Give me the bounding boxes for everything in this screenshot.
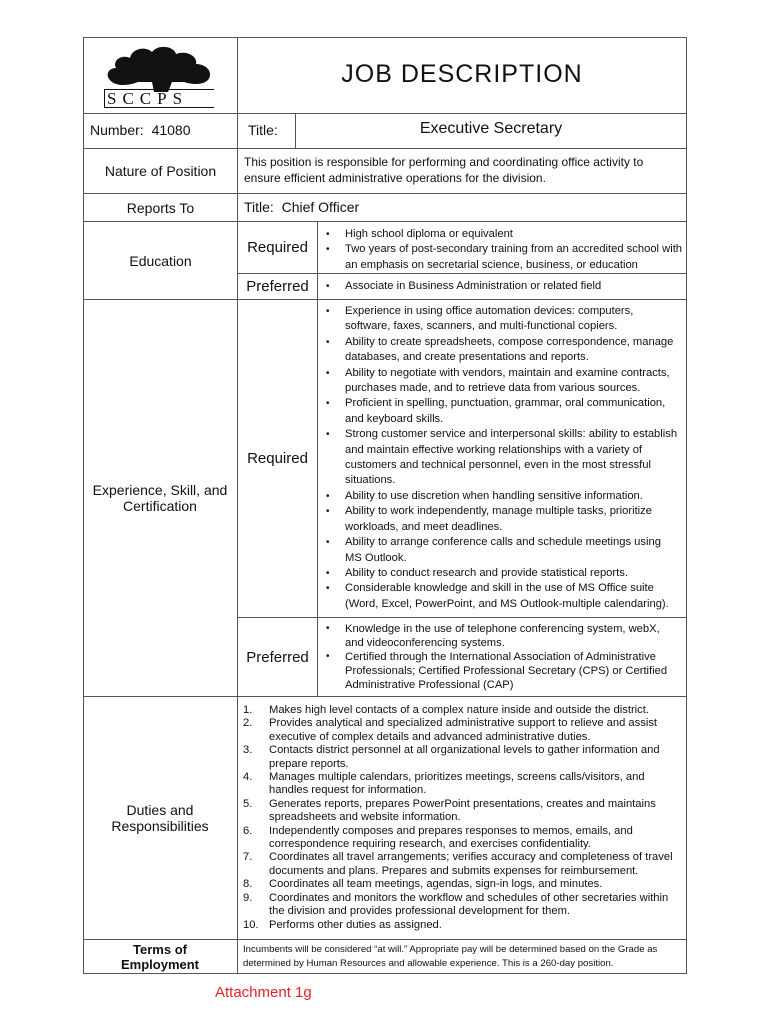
list-item: 9. Coordinates and monitors the workflow and schedules of other secretaries within the division and provides professional development for them. xyxy=(243,891,669,918)
list-item: • Two years of post-secondary training from an accredited school with an emphasis on secretarial science, business, or education xyxy=(345,242,684,273)
list-item: • Ability to work independently, manage multiple tasks, prioritize workloads, and meet deadlines. xyxy=(345,504,680,535)
education-preferred-list xyxy=(318,279,684,294)
nature-text: This position is responsible for performing and coordinating office activity to ensure efficient administrative operations for the division. xyxy=(244,155,644,185)
reports-text: Title: Chief Officer xyxy=(244,199,360,215)
education-preferred-label: Preferred xyxy=(246,278,309,295)
logo xyxy=(98,42,224,110)
education-required-list xyxy=(318,227,684,273)
list-item: 4. Manages multiple calendars, prioritizes meetings, screens calls/visitors, and handles request for information. xyxy=(243,771,645,797)
list-item: • Ability to use discretion when handling sensitive information. xyxy=(345,489,680,504)
nature-label: Nature of Position xyxy=(104,163,217,179)
list-item: 10. Performs other duties as assigned. xyxy=(243,918,442,931)
terms-text: Incumbents will be considered “at will.” Appropriate pay will be determined based on the Grade as determined by Human Resources and allowable experience. This is a 260-day position. xyxy=(243,944,658,969)
terms-label: Terms of Employment xyxy=(120,941,199,972)
logo-box xyxy=(104,89,214,108)
list-item: 7. Coordinates all travel arrangements; verifies accuracy and completeness of travel documents and plans. Prepares and submits expenses for reimbursement. xyxy=(243,851,673,877)
list-item: 5. Generates reports, prepares PowerPoint presentations, creates and maintains spreadsheets and website information. xyxy=(243,797,656,824)
list-item: 6. Independently composes and prepares responses to memos, emails, and correspondence requiring research, and exercises confidentiality. xyxy=(243,824,633,851)
experience-required-list xyxy=(318,304,680,612)
list-item: • Experience in using office automation devices: computers, software, faxes, scanners, and multi-functional copiers. xyxy=(345,304,680,335)
list-item: • Ability to arrange conference calls and schedule meetings using MS Outlook. xyxy=(345,535,680,566)
experience-preferred-list xyxy=(318,622,680,692)
tree-icon xyxy=(98,42,224,94)
list-item: • Strong customer service and interpersonal skills: ability to establish and maintain effective working relationships with a variety of customers and technical personnel, even in the most stressful situations. xyxy=(345,427,680,489)
number-value: 41080 xyxy=(151,122,191,138)
list-item: 2. Provides analytical and specialized administrative support to relieve and assist executive of complex details and advanced administrative duties. xyxy=(243,717,658,743)
title-value: Executive Secretary xyxy=(419,120,563,137)
list-item: • Associate in Business Administration or related field xyxy=(345,279,684,294)
list-item: • Knowledge in the use of telephone conferencing system, webX, and videoconferencing systems. xyxy=(345,622,680,650)
list-item: • High school diploma or equivalent xyxy=(345,227,684,242)
list-item: • Considerable knowledge and skill in the use of MS Office suite (Word, Excel, PowerPoint, and MS Outlook-multiple calendaring). xyxy=(345,581,680,612)
list-item: • Ability to negotiate with vendors, maintain and examine contracts, purchases made, and to retrieve data from various sources. xyxy=(345,366,680,397)
list-item: 8. Coordinates all team meetings, agendas, sign-in logs, and minutes. xyxy=(243,878,603,891)
list-item: 1. Makes high level contacts of a complex nature inside and outside the district. xyxy=(243,704,649,716)
experience-label: Experience, Skill, and Certification xyxy=(92,482,228,514)
experience-preferred-label: Preferred xyxy=(246,648,309,666)
experience-required-label: Required xyxy=(247,450,308,467)
title-label: Title: xyxy=(248,122,278,138)
number-field xyxy=(90,122,191,138)
list-item: 3. Contacts district personnel at all organizational levels to gather information and prepare reports. xyxy=(243,744,660,770)
logo-text: SCCPS xyxy=(107,89,189,108)
education-required-label: Required xyxy=(247,239,308,256)
duties-label: Duties and Responsibilities xyxy=(111,802,209,834)
list-item: • Proficient in spelling, punctuation, grammar, oral communication, and keyboard skills. xyxy=(345,396,680,427)
page-title: JOB DESCRIPTION xyxy=(341,60,583,88)
attachment-label: Attachment 1g xyxy=(215,984,312,1001)
reports-label: Reports To xyxy=(126,199,195,216)
number-label: Number: xyxy=(90,122,144,138)
list-item: • Ability to conduct research and provide statistical reports. xyxy=(345,566,680,581)
duties-list xyxy=(243,704,683,932)
list-item: • Ability to create spreadsheets, compose correspondence, manage databases, and create presentations and reports. xyxy=(345,335,680,366)
education-label: Education xyxy=(129,252,192,269)
list-item: • Certified through the International Association of Administrative Professionals; Certified Professional Secretary (CPS) or Certified Administrative Professional (CAP) xyxy=(345,650,680,692)
